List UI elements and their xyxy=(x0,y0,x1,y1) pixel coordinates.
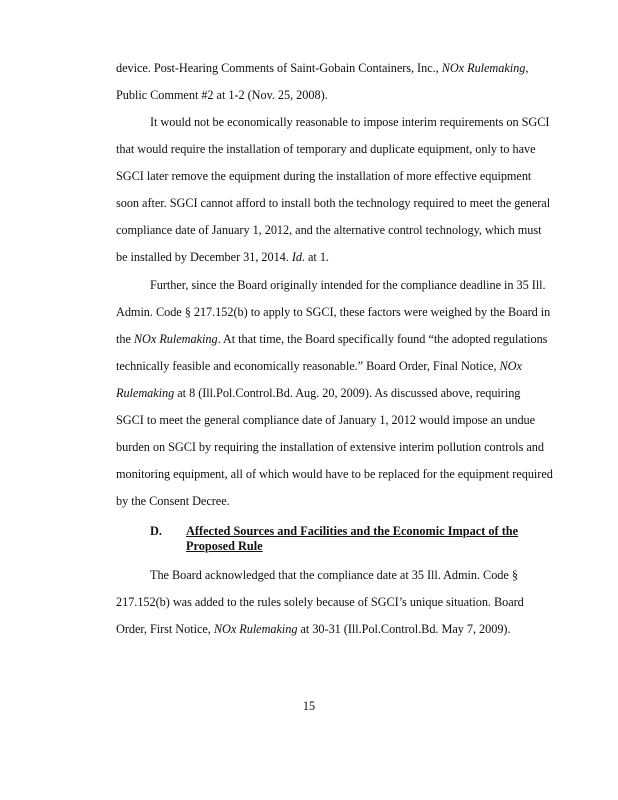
text-line: soon after. SGCI cannot afford to install both the technology required to meet the general xyxy=(116,196,551,210)
text-line: be installed by December 31, 2014. Id. at 1. xyxy=(116,250,329,264)
text-line: the NOx Rulemaking. At that time, the Board specifically found “the adopted regulations xyxy=(116,332,548,346)
text-line: device. Post-Hearing Comments of Saint-Gobain Containers, Inc., NOx Rulemaking, xyxy=(116,61,529,75)
text-line: SGCI to meet the general compliance date of January 1, 2012 would impose an undue xyxy=(116,413,536,427)
text-line: 217.152(b) was added to the rules solely because of SGCI’s unique situation. Board xyxy=(116,595,524,609)
text-line: The Board acknowledged that the compliance date at 35 Ill. Admin. Code § xyxy=(150,568,518,582)
text-line: that would require the installation of temporary and duplicate equipment, only to have xyxy=(116,142,536,156)
page-number: 15 xyxy=(302,699,316,713)
text-line: Public Comment #2 at 1-2 (Nov. 25, 2008). xyxy=(116,88,328,102)
text-line: compliance date of January 1, 2012, and the alternative control technology, which must xyxy=(116,223,542,237)
text-line: Order, First Notice, NOx Rulemaking at 30-31 (Ill.Pol.Control.Bd. May 7, 2009). xyxy=(116,622,511,636)
text-line: technically feasible and economically reasonable.” Board Order, Final Notice, NOx xyxy=(116,359,522,373)
text-line: Further, since the Board originally intended for the compliance deadline in 35 Ill. xyxy=(150,278,546,292)
text-line: burden on SGCI by requiring the installation of extensive interim pollution controls and xyxy=(116,440,544,454)
text-line: Rulemaking at 8 (Ill.Pol.Control.Bd. Aug. 20, 2009). As discussed above, requiring xyxy=(116,386,521,400)
text-line: monitoring equipment, all of which would have to be replaced for the equipment required xyxy=(116,467,553,481)
text-line: by the Consent Decree. xyxy=(116,494,230,508)
section-number: D. xyxy=(150,524,162,538)
text-line: Admin. Code § 217.152(b) to apply to SGCI, these factors were weighed by the Board in xyxy=(116,305,551,319)
section-title-line-2: Proposed Rule xyxy=(186,539,263,553)
section-title-line-1: Affected Sources and Facilities and the Economic Impact of the xyxy=(186,524,519,538)
text-line: It would not be economically reasonable to impose interim requirements on SGCI xyxy=(150,115,550,129)
text-line: SGCI later remove the equipment during the installation of more effective equipment xyxy=(116,169,532,183)
